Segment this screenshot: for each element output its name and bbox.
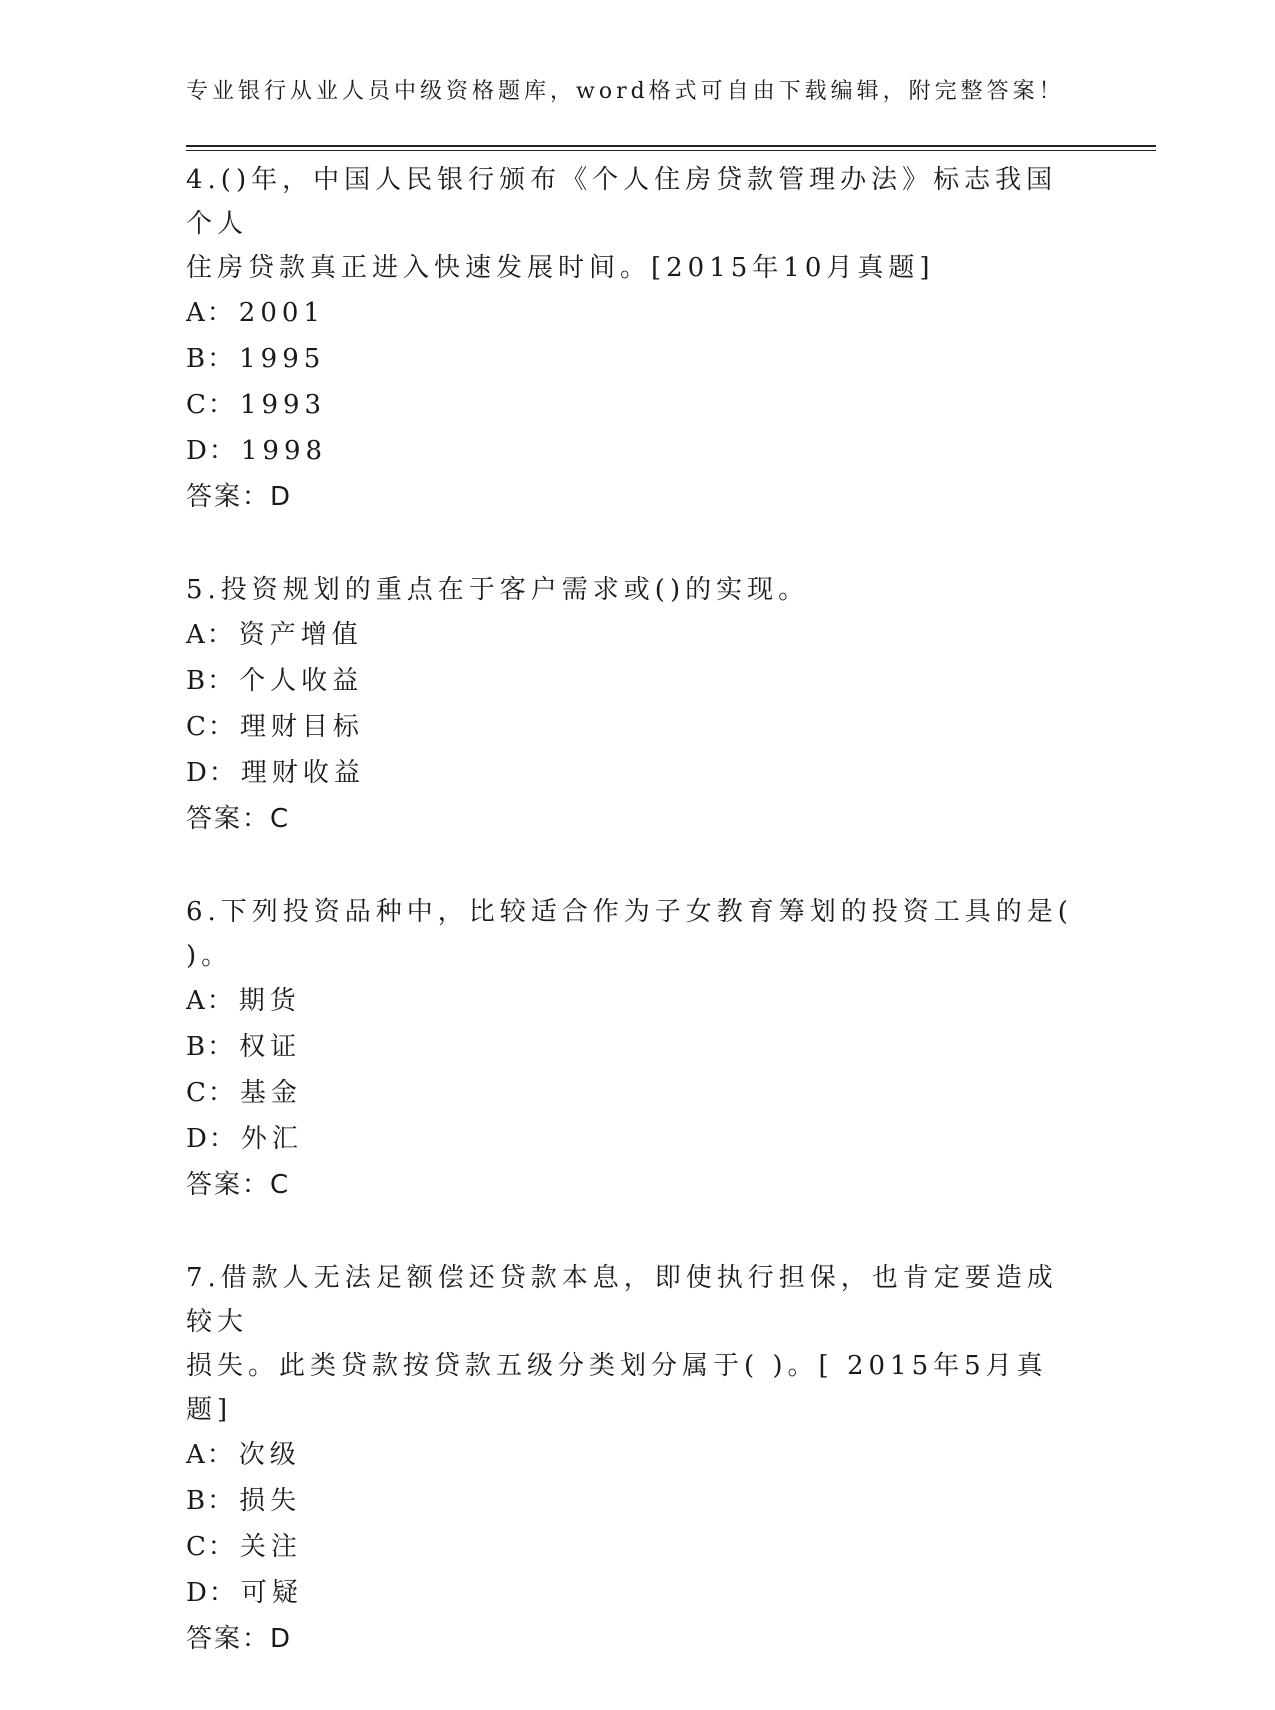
option-label: D：: [186, 1578, 237, 1608]
option-label: C：: [186, 712, 236, 742]
option-text: 次级: [238, 1440, 301, 1470]
header-divider-thick: [186, 145, 1156, 147]
option-text: 基金: [239, 1078, 302, 1108]
option-d: [186, 428, 1086, 474]
question-5: [186, 568, 1086, 842]
option-label: D：: [186, 1124, 237, 1154]
answer: 答案：D: [186, 482, 293, 512]
option-text: 权证: [239, 1032, 302, 1062]
option-text: 1993: [239, 390, 327, 420]
option-label: B：: [186, 666, 236, 696]
question-4: [186, 158, 1086, 520]
option-label: C：: [186, 1078, 236, 1108]
option-label: B：: [186, 344, 236, 374]
option-d: [186, 1116, 1086, 1162]
option-text: 理财收益: [240, 758, 365, 788]
option-label: A：: [186, 986, 235, 1016]
option-label: A：: [186, 620, 235, 650]
option-text: 2001: [238, 298, 325, 328]
option-label: D：: [186, 436, 237, 466]
question-stem: 5.投资规划的重点在于客户需求或()的实现。: [186, 575, 810, 605]
header-divider-thin: [186, 150, 1156, 151]
option-c: [186, 1524, 1086, 1570]
question-stem: 7.借款人无法足额偿还贷款本息，即使执行担保，也肯定要造成较大: [186, 1263, 1058, 1337]
option-label: B：: [186, 1486, 236, 1516]
option-a: [186, 612, 1086, 658]
question-list: [186, 158, 1086, 1710]
option-label: D：: [186, 758, 237, 788]
option-b: [186, 1024, 1086, 1070]
question-6: [186, 890, 1086, 1208]
option-label: C：: [186, 390, 236, 420]
option-c: [186, 1070, 1086, 1116]
option-b: [186, 1478, 1086, 1524]
option-label: C：: [186, 1532, 236, 1562]
option-text: 资产增值: [238, 620, 363, 650]
option-a: [186, 978, 1086, 1024]
option-text: 个人收益: [239, 666, 364, 696]
option-text: 关注: [239, 1532, 302, 1562]
option-label: A：: [186, 1440, 235, 1470]
answer: 答案：C: [186, 804, 291, 834]
option-text: 理财目标: [239, 712, 364, 742]
question-stem: 4.()年，中国人民银行颁布《个人住房贷款管理办法》标志我国个人: [186, 165, 1058, 239]
option-label: B：: [186, 1032, 236, 1062]
option-a: [186, 290, 1086, 336]
question-stem: 6.下列投资品种中，比较适合作为子女教育筹划的投资工具的是( )。: [186, 897, 1073, 971]
option-text: 外汇: [240, 1124, 303, 1154]
option-c: [186, 382, 1086, 428]
option-text: 期货: [238, 986, 301, 1016]
option-b: [186, 336, 1086, 382]
option-text: 损失: [239, 1486, 302, 1516]
answer: 答案：C: [186, 1170, 291, 1200]
question-stem-continued: 损失。此类贷款按贷款五级分类划分属于( )。[ 2015年5月真题]: [186, 1351, 1048, 1425]
option-a: [186, 1432, 1086, 1478]
option-text: 1998: [240, 436, 328, 466]
option-d: [186, 750, 1086, 796]
option-c: [186, 704, 1086, 750]
page-header: 专业银行从业人员中级资格题库，word格式可自由下载编辑，附完整答案！: [186, 79, 1065, 104]
answer: 答案：D: [186, 1624, 293, 1654]
option-label: A：: [186, 298, 235, 328]
option-text: 可疑: [240, 1578, 303, 1608]
option-b: [186, 658, 1086, 704]
question-7: [186, 1256, 1086, 1662]
question-stem-continued: 住房贷款真正进入快速发展时间。[2015年10月真题]: [186, 253, 935, 283]
option-d: [186, 1570, 1086, 1616]
option-text: 1995: [239, 344, 326, 374]
